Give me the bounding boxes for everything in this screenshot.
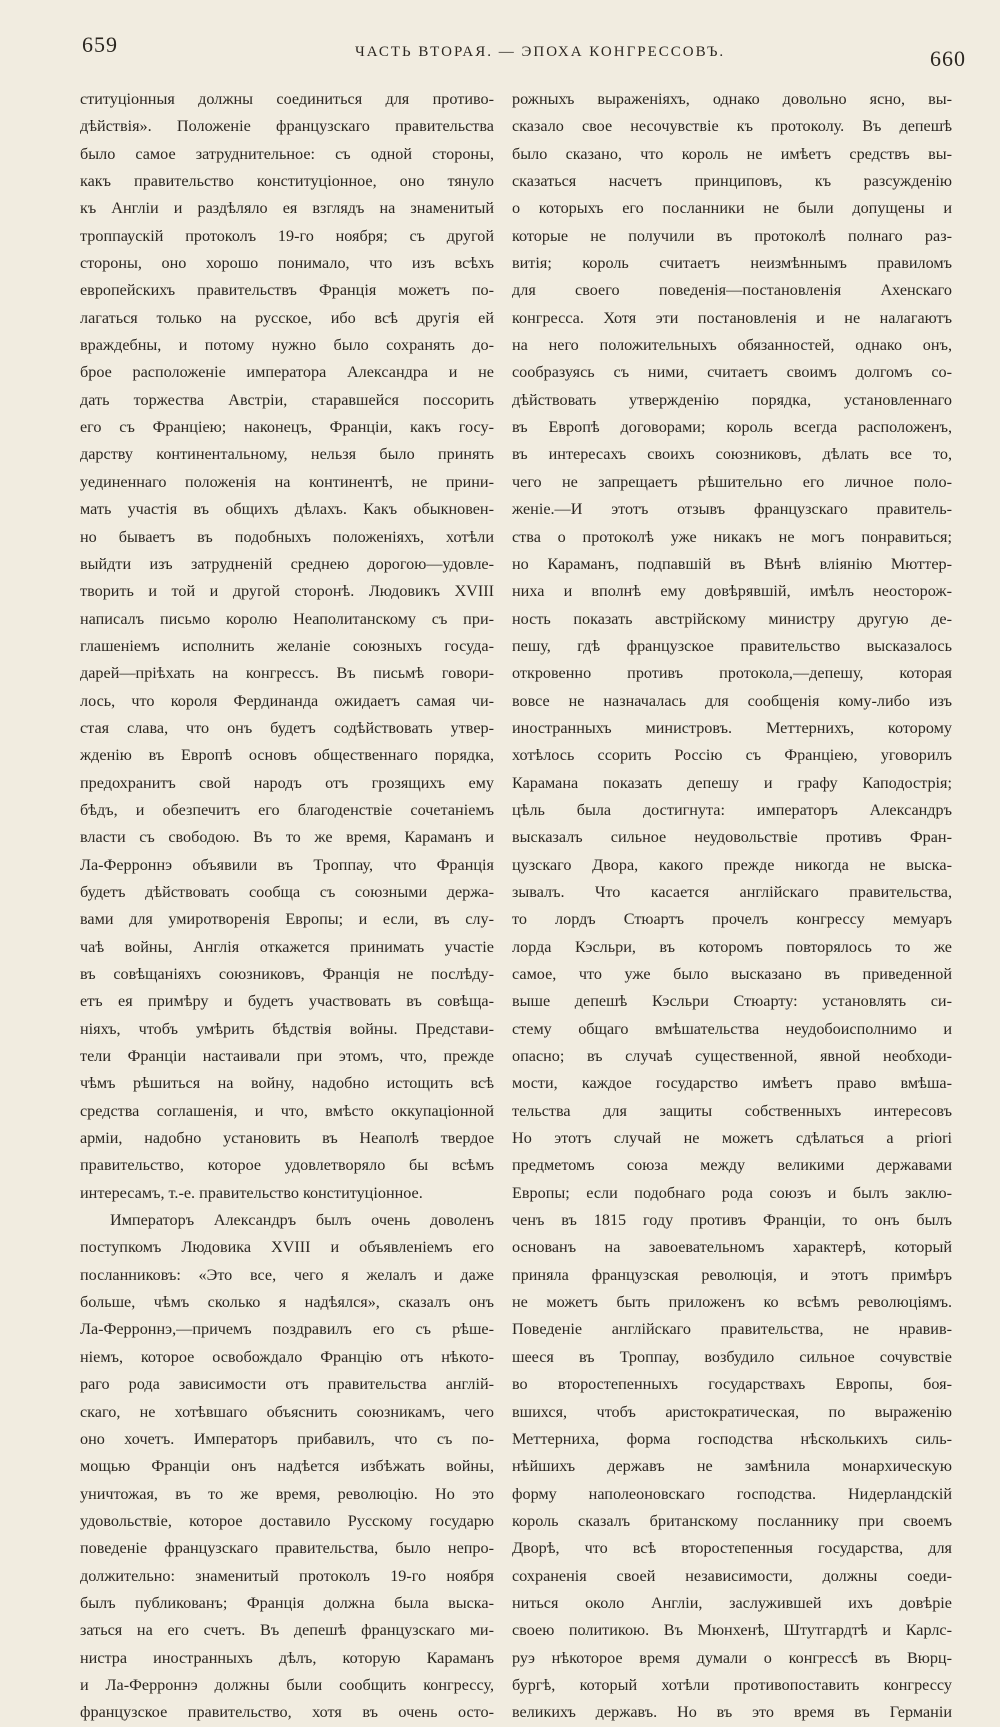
text-line: великихъ державъ. Но въ это время въ Германіи bbox=[512, 1703, 952, 1722]
running-head: ЧАСТЬ ВТОРАЯ. — ЭПОХА КОНГРЕССОВЪ. bbox=[355, 44, 726, 60]
text-line: предохранитъ свой народъ отъ грозящихъ ему bbox=[80, 773, 494, 792]
page-header bbox=[0, 28, 1000, 71]
text-line: его съ Франціею; наконецъ, Франціи, какъ госу- bbox=[80, 418, 494, 437]
text-line: о которыхъ его посланники не были допущены и bbox=[512, 199, 952, 218]
text-line: въ Европѣ договорами; король всегда расположенъ, bbox=[512, 418, 952, 437]
text-line: дарству континентальному, нельзя было принять bbox=[80, 445, 494, 464]
text-line: Ла-Ферроннэ,—причемъ поздравилъ его съ рѣше- bbox=[80, 1320, 494, 1339]
text-line: чѣмъ рѣшиться на войну, надобно истощить всѣ bbox=[80, 1074, 494, 1093]
text-line: скаго, не хотѣвшаго объяснить союзникамъ, чего bbox=[80, 1402, 494, 1421]
text-line: высказалъ сильное неудовольствіе противъ Фран- bbox=[512, 828, 952, 847]
page-number-left: 659 bbox=[82, 32, 118, 57]
text-line: бургѣ, который хотѣли противопоставить конгрессу bbox=[512, 1675, 952, 1694]
text-line: приняла французская революція, и этотъ примѣръ bbox=[512, 1265, 952, 1284]
text-line: сообразуясь съ ними, считаетъ своимъ долгомъ со- bbox=[512, 363, 952, 382]
text-line: вшихся, чтобъ аристократическая, по выраженію bbox=[512, 1402, 952, 1421]
text-line: для своего поведенія—постановленія Ахенскаго bbox=[512, 281, 952, 300]
text-line: мости, каждое государство имѣетъ право вмѣша- bbox=[512, 1074, 952, 1093]
text-line: но бываетъ въ подобныхъ положеніяхъ, хотѣли bbox=[80, 527, 494, 546]
text-line: Меттерниха, форма господства нѣсколькихъ силь- bbox=[512, 1429, 952, 1448]
text-line: шееся въ Троппау, возбудило сильное сочувствіе bbox=[512, 1347, 952, 1366]
text-line: ниться около Англіи, заслужившей ихъ довѣріе bbox=[512, 1593, 952, 1612]
text-line: было самое затруднительное: съ одной стороны, bbox=[80, 144, 494, 163]
text-line: дать торжества Австріи, старавшейся поссорить bbox=[80, 390, 494, 409]
text-line: дѣйствовать утвержденію порядка, установленнаго bbox=[512, 390, 952, 409]
text-line: стему общаго вмѣшательства неудобоисполнимо и bbox=[512, 1019, 952, 1038]
text-line: дарей—пріѣхать на конгрессъ. Въ письмѣ говори- bbox=[80, 664, 494, 683]
text-line: цѣль была достигнута: императоръ Александръ bbox=[512, 800, 952, 819]
page-number-right: 660 bbox=[930, 46, 966, 71]
text-line: ніяхъ, чтобъ умѣрить бѣдствія войны. Представи- bbox=[80, 1019, 494, 1038]
text-line: во второстепенныхъ государствахъ Европы, боя- bbox=[512, 1375, 952, 1394]
text-line: поведеніе французскаго правительства, было непро- bbox=[80, 1539, 494, 1558]
text-line: больше, чѣмъ сколько я надѣялся», сказалъ онъ bbox=[80, 1293, 494, 1312]
text-line: но Караманъ, подпавшій въ Вѣнѣ вліянію Мюттер- bbox=[512, 554, 952, 573]
text-line: сказало свое несочувствіе къ протоколу. Въ депешѣ bbox=[512, 117, 952, 136]
text-line: мать участія въ общихъ дѣлахъ. Какъ обыкновен- bbox=[80, 500, 494, 519]
text-line: дѣйствія». Положеніе французскаго правительства bbox=[80, 117, 494, 136]
text-line: основанъ на завоевательномъ характерѣ, который bbox=[512, 1238, 952, 1257]
text-line: бѣдъ, и обезпечитъ его благоденствіе сочетаніемъ bbox=[80, 800, 494, 819]
text-line: нѣйшихъ державъ не замѣнила монархическую bbox=[512, 1457, 952, 1476]
text-line: вами для умиротворенія Европы; и если, въ слу- bbox=[80, 910, 494, 929]
text-line: выйдти изъ затрудненій среднею дорогою—удовле- bbox=[80, 554, 494, 573]
text-line: руэ нѣкоторое время думали о конгрессѣ въ Вюрц- bbox=[512, 1648, 952, 1667]
text-line: Европы; если подобнаго рода союзъ и былъ заклю- bbox=[512, 1183, 952, 1202]
text-line: ніемъ, которое освобождало Францію отъ нѣкото- bbox=[80, 1347, 494, 1366]
text-line: власти съ свободою. Въ то же время, Караманъ и bbox=[80, 828, 494, 847]
text-line: пешу, гдѣ французское правительство высказалось bbox=[512, 636, 952, 655]
text-line: ниха и вполнѣ ему довѣрявшій, имѣлъ неосторож- bbox=[512, 582, 952, 601]
text-line: уединеннаго положенія на континентѣ, не прини- bbox=[80, 472, 494, 491]
text-line: въ интересахъ своихъ союзниковъ, дѣлать все то, bbox=[512, 445, 952, 464]
right-text-column bbox=[512, 86, 952, 1727]
text-line: лагаться только на русское, ибо всѣ другія ей bbox=[80, 308, 494, 327]
text-line: Императоръ Александръ былъ очень доволенъ bbox=[110, 1211, 494, 1230]
text-line: Но этотъ случай не можетъ сдѣлаться a priori bbox=[512, 1129, 952, 1148]
text-line: французское правительство, хотя въ очень осто- bbox=[80, 1703, 494, 1722]
text-line: Дворѣ, что всѣ второстепенныя государства, для bbox=[512, 1539, 952, 1558]
text-line: Ла-Ферроннэ объявили въ Троппау, что Франція bbox=[80, 855, 494, 874]
text-line: стая слава, что онъ будетъ содѣйствовать утвер- bbox=[80, 718, 494, 737]
text-line: творить и той и другой сторонѣ. Людовикъ XVIII bbox=[80, 582, 494, 601]
text-line: мощью Франціи онъ надѣется избѣжать войны, bbox=[80, 1457, 494, 1476]
text-line: вовсе не назначалась для сообщенія кому-либо изъ bbox=[512, 691, 952, 710]
text-line: сохраненія своей независимости, должны соеди- bbox=[512, 1566, 952, 1585]
text-line: троппаускій протоколъ 19-го ноября; съ другой bbox=[80, 226, 494, 245]
text-line: то лордъ Стюартъ прочелъ конгрессу мемуаръ bbox=[512, 910, 952, 929]
text-line: форму наполеоновскаго господства. Нидерландскій bbox=[512, 1484, 952, 1503]
text-line: ность показать австрійскому министру другую де- bbox=[512, 609, 952, 628]
text-line: конгресса. Хотя эти постановленія и не налагаютъ bbox=[512, 308, 952, 327]
text-line: какъ правительство конституціонное, оно тянуло bbox=[80, 172, 494, 191]
text-line: самое, что уже было высказано въ приведенной bbox=[512, 965, 952, 983]
text-line: написалъ письмо королю Неаполитанскому съ при- bbox=[80, 609, 494, 628]
text-line: Карамана показать депешу и графу Каподострія; bbox=[512, 773, 952, 792]
text-line: тели Франціи настаивали при этомъ, что, прежде bbox=[80, 1047, 494, 1066]
text-line: предметомъ союза между великими державами bbox=[512, 1156, 952, 1175]
text-line: тельства для защиты собственныхъ интересовъ bbox=[512, 1101, 952, 1120]
text-line: не можетъ быть приложенъ ко всѣмъ революціямъ. bbox=[512, 1293, 952, 1312]
text-line: былъ публикованъ; Франція должна была выска- bbox=[80, 1593, 494, 1612]
text-line: рожныхъ выраженіяхъ, однако довольно ясно, вы- bbox=[512, 90, 952, 108]
text-line: король сказалъ британскому посланнику при своемъ bbox=[512, 1511, 952, 1530]
text-line: брое расположеніе императора Александра и не bbox=[80, 363, 494, 382]
text-line: уничтожая, въ то же время, революцію. Но это bbox=[80, 1484, 494, 1503]
text-line: своею политикою. Въ Мюнхенѣ, Штутгардтѣ и Карлс- bbox=[512, 1621, 952, 1640]
text-line: глашеніемъ исполнить желаніе союзныхъ госуда- bbox=[80, 636, 494, 655]
text-line: европейскихъ правительствъ Франція можетъ по- bbox=[80, 281, 494, 300]
text-line: хотѣлось ссорить Россію съ Франціею, уговорилъ bbox=[512, 746, 952, 765]
text-line: женіе.—И этотъ отзывъ французскаго правитель- bbox=[512, 500, 952, 519]
text-line: лорда Кэсльри, въ которомъ повторялось то же bbox=[512, 937, 952, 956]
text-line: чаѣ войны, Англія откажется принимать участіе bbox=[80, 937, 494, 956]
text-line: посланниковъ: «Это все, чего я желалъ и даже bbox=[80, 1265, 494, 1284]
text-line: ченъ въ 1815 году противъ Франціи, то онъ былъ bbox=[512, 1211, 952, 1230]
text-line: средства соглашенія, и что, вмѣсто оккупаціонной bbox=[80, 1101, 494, 1120]
text-line: Поведеніе англійскаго правительства, не нравив- bbox=[512, 1320, 952, 1339]
text-line: ституціонныя должны соединиться для противо- bbox=[80, 90, 494, 108]
text-line: враждебны, и потому нужно было сохранять до- bbox=[80, 336, 494, 355]
text-line: должительно: знаменитый протоколъ 19-го ноября bbox=[80, 1566, 494, 1585]
text-line: выше депешѣ Кэсльри Стюарту: установлять си- bbox=[512, 992, 952, 1011]
text-line: етъ ея примѣру и будетъ участвовать въ совѣща- bbox=[80, 992, 494, 1011]
text-line: опасно; въ случаѣ существенной, явной необходи- bbox=[512, 1047, 952, 1066]
text-line: правительство, которое удовлетворяло бы всѣмъ bbox=[80, 1156, 494, 1175]
text-line: чего не запрещаетъ рѣшительно его личное поло- bbox=[512, 472, 952, 491]
text-line: интересамъ, т.-е. правительство конституціонное. bbox=[80, 1183, 423, 1202]
text-line: раго рода зависимости отъ правительства англій- bbox=[80, 1375, 494, 1394]
text-line: ства о протоколѣ уже никакъ не могъ понравиться; bbox=[512, 527, 952, 546]
text-line: будетъ дѣйствовать сообща съ союзными держа- bbox=[80, 882, 494, 901]
text-line: и Ла-Ферроннэ должны были сообщить конгрессу, bbox=[80, 1675, 494, 1694]
left-text-column bbox=[80, 86, 494, 1727]
text-line: удовольствіе, которое доставило Русскому государю bbox=[80, 1511, 494, 1530]
text-line: арміи, надобно установить въ Неаполѣ твердое bbox=[80, 1129, 494, 1148]
text-line: цузскаго Двора, какого прежде никогда не выска- bbox=[512, 855, 952, 874]
text-line: оно хочетъ. Императоръ прибавилъ, что съ по- bbox=[80, 1429, 494, 1448]
text-line: заться на его счетъ. Въ депешѣ французскаго ми- bbox=[80, 1621, 494, 1640]
text-line: поступкомъ Людовика XVIII и объявленіемъ его bbox=[80, 1238, 494, 1257]
text-line: лось, что короля Фердинанда ожидаетъ самая чи- bbox=[80, 691, 494, 710]
text-line: иностранныхъ министровъ. Меттернихъ, которому bbox=[512, 718, 952, 737]
text-line: было сказано, что король не имѣетъ средствъ вы- bbox=[512, 144, 952, 163]
text-line: нистра иностранныхъ дѣлъ, которую Караманъ bbox=[80, 1648, 494, 1667]
text-line: зывалъ. Что касается англійскаго правительства, bbox=[512, 882, 952, 901]
text-line: въ совѣщаніяхъ союзниковъ, Франція не послѣду- bbox=[80, 965, 494, 983]
text-line: жденію въ Европѣ основъ общественнаго порядка, bbox=[80, 746, 494, 765]
text-line: сказаться насчетъ принциповъ, къ разсужденію bbox=[512, 172, 952, 191]
text-line: стороны, оно хорошо понимало, что изъ всѣхъ bbox=[80, 254, 494, 273]
text-line: къ Англіи и раздѣляло ея взглядъ на знаменитый bbox=[80, 199, 494, 218]
text-line: откровенно противъ протокола,—депешу, которая bbox=[512, 664, 952, 683]
text-line: витія; король считаетъ неизмѣннымъ правиломъ bbox=[512, 254, 952, 273]
text-line: которые не получили въ протоколѣ полнаго раз- bbox=[512, 226, 952, 245]
text-line: на него положительныхъ обязанностей, однако онъ, bbox=[512, 336, 952, 355]
